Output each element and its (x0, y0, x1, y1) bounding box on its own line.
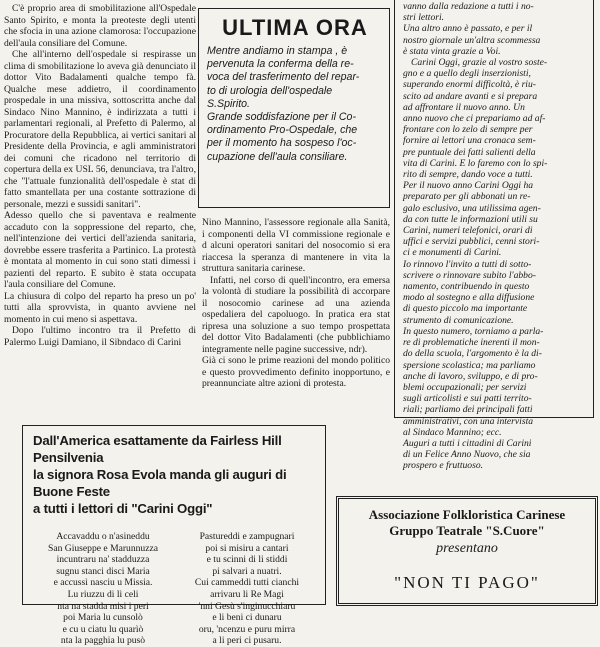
right-line: superando enormi difficoltà, è riu- (403, 79, 536, 91)
right-line: modo al sostegno e alla diffusione (403, 292, 535, 304)
poem-line: poi si misiru a cantari (205, 542, 289, 554)
right-line: da con tutte le informazioni utili su (403, 213, 538, 225)
right-line: fornire ai lettori una cronaca sem- (403, 135, 536, 147)
play-title: "NON TI PAGO" (394, 573, 540, 592)
poem-line: nta la pagghia lu pusò (60, 635, 146, 647)
right-line: vanno dalla redazione a tutti i no- (403, 1, 534, 12)
right-line: amministrativi, con una intervista (403, 415, 534, 427)
right-line: namento, contribuendo in questo (403, 281, 530, 293)
poem-line: 'nni Gesù s'inginucchiaru (198, 600, 296, 612)
right-line: anche di lavoro, sviluppo, e di pro- (403, 370, 538, 382)
right-line: preparato per gli abbonati un re- (403, 191, 531, 203)
association-name: Associazione Folkloristica Carinese (368, 507, 566, 522)
poem-right (177, 531, 317, 647)
ultima-ora-line: pervenuta la conferma della re- (207, 58, 354, 71)
poem-line: e li beni ci dunaru (212, 612, 282, 624)
poem-line: Accavaddu o n'asineddu (56, 531, 150, 542)
right-line: spersione scolastica; ma parliamo (403, 359, 536, 371)
left-paragraph: Dopo l'ultimo incontro tra il Prefetto di Palermo Luigi Damiano, il Sibndaco di Carini (4, 325, 196, 348)
right-line: scito ad andare avanti e si prepara (403, 90, 538, 102)
right-line: al Sindaco Mannino; ecc. (403, 426, 502, 438)
middle-paragraph: Nino Mannino, l'assessore regionale alla Sanità, i componenti della VI commissione regionale e d alcuni operatori sanitari del nosocomio si era riaccesa la speranza di mantenere in vita la struttura sanitaria carinese. (202, 217, 390, 274)
left-paragraph: La chiusura di colpo del reparto ha preso un po' tutti alla sprovvista, in quanto avviene nel momento in cui meno si aspettava. (4, 290, 196, 325)
america-headline-line: la signora Rosa Evola manda gli auguri di Buone Feste (33, 467, 287, 499)
america-headline (33, 432, 317, 517)
right-line: blemi occupazionali; per servizi (403, 381, 527, 393)
poem-left (33, 531, 173, 647)
presents-label: presentano (436, 541, 498, 556)
poem-line: Cui cammeddi tutti cianchi (194, 577, 300, 589)
poem-line: Pastureddi e zampugnari (199, 531, 295, 542)
ultima-ora-line: S.Spirito. (207, 97, 250, 110)
right-line: pre puntuale dei fatti salienti della (403, 146, 536, 158)
right-line: nostro giornale un'altra scommessa (403, 34, 541, 46)
right-line: galo esclusivo, una utilissima agen- (403, 202, 541, 214)
poem-line: incuntraru na' stadduzza (56, 554, 150, 566)
middle-column (202, 217, 390, 390)
poem-line: pi salvari a nuatri. (212, 565, 282, 577)
ultima-ora-box (198, 8, 390, 208)
middle-paragraph: Infatti, nel corso di quell'incontro, era emersa la volontà di studiare la possibilità di accorpare il nosocomio carinese ad una azienda ospedaliera del capoluogo. In pratica era stat ripresa una soluzione a suo tempo prospettata del dottor Vito Badalamenti (che pubblichiamo integramente nelle pagine successive, ndr). (202, 274, 390, 355)
poem-line: oru, 'ncenzu e puru mirra (198, 623, 296, 635)
america-headline-line: a tutti i lettori di "Carini Oggi" (33, 501, 213, 516)
right-line: gno e a quello degli inserzionisti, (403, 68, 531, 80)
right-line: ci e monumenti di Carini. (403, 247, 502, 259)
right-line: è stata vinta grazie a Voi. (403, 45, 501, 57)
left-paragraph: Che all'interno dell'ospedale si respirasse un clima di smobilitazione lo aveva già denunciato il dottor Vito Badalamenti qualche tempo fà. Qualche mese addietro, il coordinamento prospedale in una missiva, sottoscritta anche dal Sindaco Nino Mannino, è indirizzata a tutti i parlamentari regionali, al Prefetto di Palermo, al Procuratore della Repubblica, ai vertici sanitari al Presidente della Provincia, e agli amministratori dei comuni che ricadono nel territorio di copertura della ex USL 56, denunciava, tra l'altro, che "l'attuale funzionalità dell'ospedale è stat di fatto smantellata per una costante sottrazione di personale, mezzi e sussidi sanitari". (4, 49, 196, 210)
ultima-ora-line: to di urologia dell'ospedale (207, 84, 333, 97)
association-box (336, 496, 598, 606)
right-line: Io rinnovo l'invito a tutti di sotto- (403, 258, 532, 270)
right-line: vita di Carini. E lo faremo con lo spi- (403, 157, 548, 169)
right-line: stri lettori. (403, 12, 445, 24)
ultima-ora-line: Mentre andiamo in stampa , è (207, 45, 348, 57)
right-line: strumento di comunicazione. (403, 314, 514, 326)
poem-line: arrivaru li Re Magi (210, 588, 284, 600)
america-greetings-box (22, 425, 326, 647)
right-line: frontare con lo zelo di sempre per (403, 124, 533, 136)
right-line: prospero e fruttuoso. (403, 460, 484, 472)
poem-line: e accussì nasciu u Missia. (53, 577, 153, 589)
left-paragraph: Adesso quello che si paventava e realmente accaduto con la soppressione del reparto, che, nell'intenzione dei vertici dell'azienda sanitaria, dovrebbe essere trasferita a Partinico. La protestà è montata al momento in cui sono stati dimessi i pazienti del reparto. E subito è stata occupata l'aula consiliare del Comune. (4, 210, 196, 290)
right-line: do della scuola, l'argomento è la di- (403, 348, 542, 360)
right-line: In questo numero, torniamo a parla- (403, 325, 544, 337)
poem-line: sugnu stanci disci Maria (56, 565, 150, 577)
right-line: Per il nuovo anno Carini Oggi ha (403, 180, 534, 192)
right-line: sugli articolisti e sui patti territo- (403, 393, 532, 405)
right-line: uffici e servizi pubblici, cenni stori- (403, 236, 540, 248)
right-line: scrivere o rinnovare subito l'abbo- (403, 269, 536, 281)
ultima-ora-line: cupazione dell'aula consiliare. (207, 150, 348, 163)
america-headline-line: Dall'America esattamente da Fairless Hill Pensilvenia (33, 433, 282, 465)
ultima-ora-line: per il momento ha sospeso l'oc- (207, 137, 357, 150)
ultima-ora-title: ULTIMA ORA (222, 15, 368, 40)
poem-line: a li peri ci pusaru. (212, 635, 282, 647)
right-line: rito di sempre, dando voce a tutti. (403, 169, 533, 181)
right-column-text (403, 1, 588, 472)
ultima-ora-body (207, 45, 383, 164)
right-line: Auguri a tutti i cittadini di Carini (403, 437, 532, 449)
poem-line: poi Maria lu cunsolò (63, 612, 143, 624)
right-line: re di problematiche inerenti il mon- (403, 337, 540, 349)
ultima-ora-line: Grande soddisfazione per il Co- (207, 111, 356, 124)
middle-paragraph: Già ci sono le prime reazioni del mondo politico e questo provvedimento definito inopportuno, e preannunciate altre azioni di protesta. (202, 355, 390, 389)
right-column-box (394, 0, 594, 472)
right-line: Carini Oggi, grazie al vostro soste- (411, 57, 548, 69)
left-paragraph: C'è proprio area di smobilitazione all'Ospedale Santo Spirito, e monta la preoteste degli utenti che sfocia in una azione clamorosa: l'occupazione dell'aula consiliare del Comune. (4, 3, 196, 49)
right-line: anno nuovo che ci prepariamo ad af- (403, 113, 546, 125)
poem-line: e cu u ciatu lu quarìò (62, 623, 144, 635)
right-line: riali; parliamo dei principali fatti (403, 404, 533, 416)
ultima-ora-line: voca del trasferimento del repar- (207, 71, 360, 84)
right-line: Carini, numeri telefonici, orari di (403, 225, 533, 237)
poem-line: e tu scinni di li stiddi (206, 554, 288, 566)
right-line: di questo piccolo ma importante (403, 303, 528, 315)
poem-line: San Giuseppe e Marunnuzza (47, 542, 159, 554)
right-line: ad affrontare il nuovo anno. Un (403, 101, 525, 113)
ultima-ora-line: ordinamento Pro-Ospedale, che (207, 124, 358, 137)
theatre-group-name: Gruppo Teatrale "S.Cuore" (389, 523, 545, 538)
right-line: di un Felice Anno Nuovo, che sia (403, 449, 531, 461)
left-column (4, 3, 196, 348)
poem-line: Lu riuzzu di lì celi (67, 588, 139, 600)
right-line: Una altro anno è passato, e per il (403, 23, 533, 35)
poem-line: nta na stadda misi i peri (57, 600, 149, 612)
